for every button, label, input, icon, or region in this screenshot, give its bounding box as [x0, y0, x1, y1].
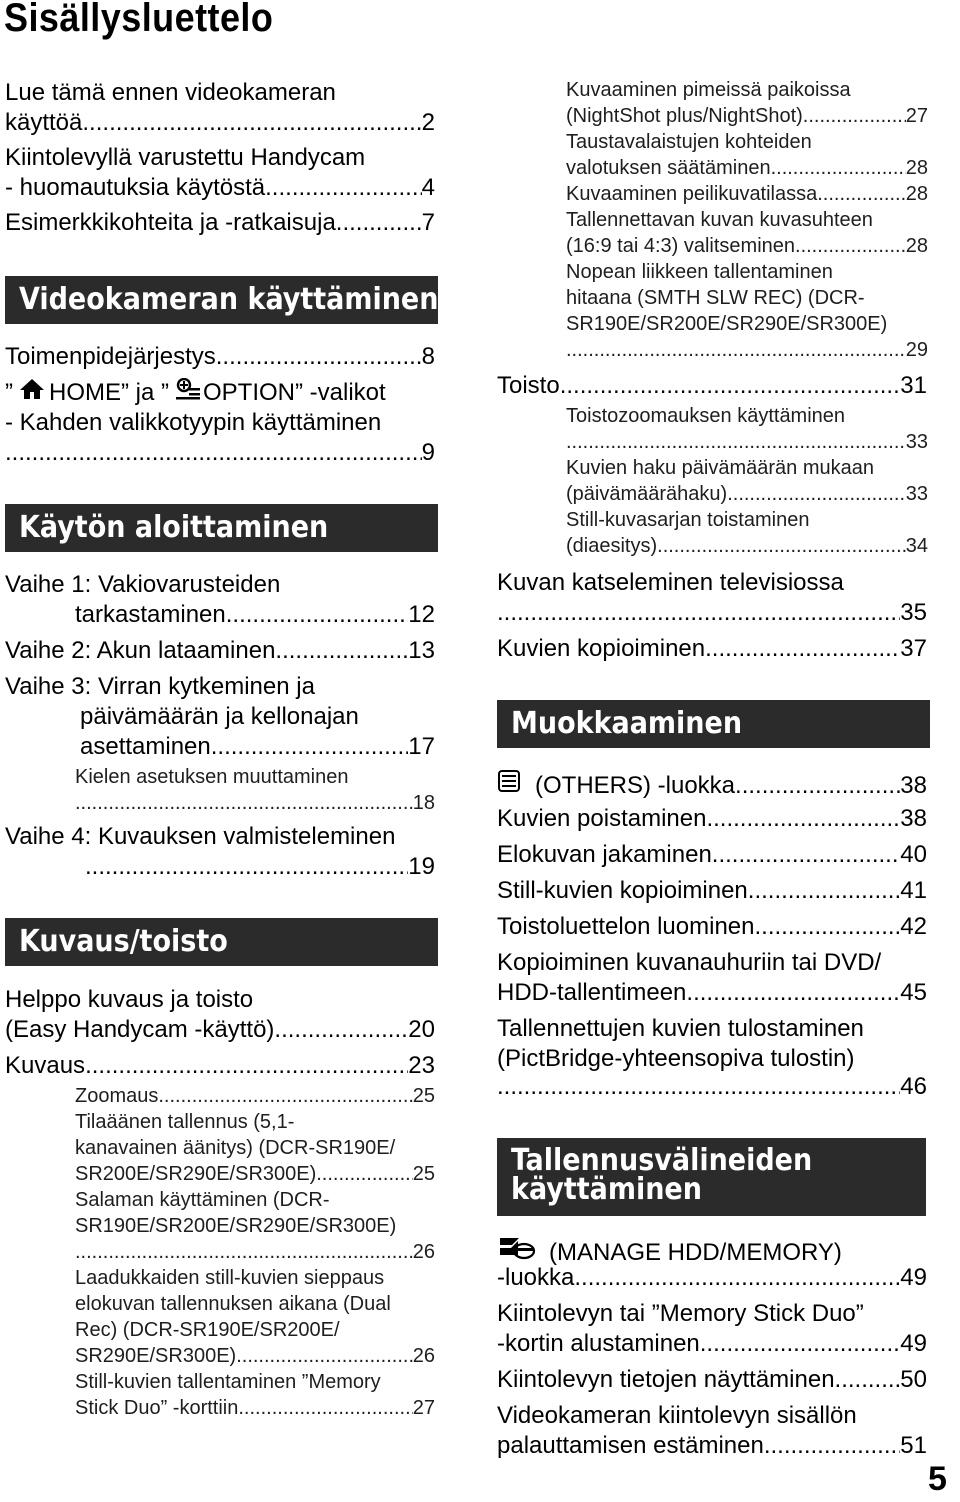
toc-entry[interactable]: (Easy Handycam -käyttö) ..... 20	[5, 1016, 435, 1044]
toc-entry[interactable]: ” HOME” ja ” OPTION” -valikot	[5, 379, 386, 406]
toc-subentry[interactable]: Nopean liikkeen tallentaminen	[566, 261, 833, 283]
page-ref: 27	[412, 1397, 435, 1419]
section-heading: Muokkaaminen	[497, 700, 930, 748]
toc-entry[interactable]: - huomautuksia käytöstä ..... 4	[5, 174, 435, 202]
page-ref: 38	[900, 805, 927, 832]
page-ref: 29	[905, 339, 928, 361]
toc-entry[interactable]: HDD-tallentimeen ..... 45	[497, 979, 927, 1007]
toc-entry[interactable]: palauttamisen estäminen ..... 51	[497, 1432, 927, 1460]
section-heading: Tallennusvälineiden käyttäminen	[497, 1138, 926, 1216]
page-ref: 8	[421, 343, 435, 370]
toc-entry[interactable]: Kiintolevyn tai ”Memory Stick Duo”	[497, 1300, 864, 1327]
toc-entry[interactable]: Kuvan katseleminen televisiossa	[497, 569, 844, 596]
page-ref: 23	[408, 1052, 435, 1079]
page-ref: 26	[412, 1345, 435, 1367]
toc-subentry[interactable]: SR290E/SR300E) ..... 26	[75, 1345, 435, 1368]
toc-entry[interactable]	[5, 439, 435, 467]
page-ref: 18	[412, 792, 435, 814]
toc-entry[interactable]: Kuvaus ..... 23	[5, 1052, 435, 1080]
toc-entry[interactable]	[497, 599, 927, 627]
toc-entry[interactable]: (OTHERS) -luokka ..... 38	[497, 769, 927, 800]
toc-subentry[interactable]: Kuvien haku päivämäärän mukaan	[566, 457, 874, 479]
page-ref: 2	[421, 109, 435, 136]
page-ref: 19	[408, 853, 435, 880]
toc-subentry[interactable]: (päivämäärähaku) ..... 33	[566, 483, 928, 506]
page-ref: 12	[408, 601, 435, 628]
toc-subentry[interactable]: Laadukkaiden still-kuvien sieppaus	[75, 1267, 385, 1289]
toc-subentry[interactable]: Stick Duo” -korttiin ..... 27	[75, 1397, 435, 1420]
manage-hdd-memory-icon	[497, 1234, 535, 1267]
section-heading: Käytön aloittaminen	[5, 504, 438, 552]
toc-entry[interactable]: -kortin alustaminen ..... 49	[497, 1330, 927, 1358]
page-ref: 28	[905, 183, 928, 205]
page-ref: 50	[900, 1366, 927, 1393]
page-ref: 7	[421, 209, 435, 236]
toc-subentry[interactable]: Kielen asetuksen muuttaminen	[75, 766, 349, 788]
toc-entry[interactable]: asettaminen ..... 17	[80, 733, 435, 761]
page-ref: 25	[412, 1085, 435, 1107]
toc-subentry[interactable]: Toistozoomauksen käyttäminen	[566, 405, 846, 427]
toc-entry[interactable]: Videokameran kiintolevyn sisällön	[497, 1402, 857, 1429]
toc-subentry[interactable]: elokuvan tallennuksen aikana (Dual	[75, 1293, 391, 1315]
toc-entry[interactable]: Vaihe 2: Akun lataaminen ..... 13	[5, 637, 435, 665]
toc-subentry[interactable]: (NightShot plus/NightShot) ..... 27	[566, 105, 928, 128]
toc-entry[interactable]: Toimenpidejärjestys ..... 8	[5, 343, 435, 371]
toc-subentry[interactable]	[75, 1241, 435, 1264]
toc-entry[interactable]: (MANAGE HDD/MEMORY)	[497, 1234, 932, 1267]
toc-subentry[interactable]: SR200E/SR290E/SR300E) ..... 25	[75, 1163, 435, 1186]
toc-subentry[interactable]	[75, 792, 435, 815]
page-ref: 4	[421, 174, 435, 201]
toc-subentry[interactable]: Still-kuvasarjan toistaminen	[566, 509, 810, 531]
page-ref: 42	[900, 913, 927, 940]
toc-subentry[interactable]	[566, 431, 928, 454]
toc-subentry[interactable]: (16:9 tai 4:3) valitseminen ..... 28	[566, 235, 928, 258]
page-ref: 37	[900, 635, 927, 662]
page-ref: 33	[905, 431, 928, 453]
page-ref: 49	[900, 1264, 927, 1291]
toc-entry[interactable]: Vaihe 3: Virran kytkeminen ja	[5, 673, 315, 700]
toc-subentry[interactable]: (diaesitys) ..... 34	[566, 535, 928, 558]
page-ref: 31	[900, 372, 927, 399]
option-icon	[175, 378, 201, 407]
page-ref: 9	[421, 439, 435, 466]
toc-subentry[interactable]: Still-kuvien tallentaminen ”Memory	[75, 1371, 381, 1393]
page-ref: 51	[900, 1432, 927, 1459]
page-ref: 17	[408, 733, 435, 760]
page-ref: 41	[900, 877, 927, 904]
page-ref: 28	[905, 235, 928, 257]
toc-subentry[interactable]: SR190E/SR200E/SR290E/SR300E)	[566, 313, 888, 335]
toc-entry[interactable]: Toisto ..... 31	[497, 372, 927, 400]
page-ref: 40	[900, 841, 927, 868]
others-category-icon	[497, 769, 521, 800]
toc-entry[interactable]	[85, 853, 435, 881]
page-ref: 26	[412, 1241, 435, 1263]
page-ref: 38	[900, 772, 927, 799]
page-ref: 46	[900, 1073, 927, 1100]
toc-entry[interactable]: Helppo kuvaus ja toisto	[5, 986, 254, 1013]
page-ref: 13	[408, 637, 435, 664]
toc-entry[interactable]: Vaihe 4: Kuvauksen valmisteleminen	[5, 823, 396, 850]
toc-subentry[interactable]: Kuvaaminen peilikuvatilassa ..... 28	[566, 183, 928, 206]
page-ref: 20	[408, 1016, 435, 1043]
toc-subentry[interactable]: Taustavalaistujen kohteiden	[566, 131, 812, 153]
page-ref: 49	[900, 1330, 927, 1357]
toc-entry[interactable]	[497, 1073, 927, 1101]
page-ref: 33	[905, 483, 928, 505]
toc-subentry[interactable]: kanavainen äänitys) (DCR-SR190E/	[75, 1137, 396, 1159]
toc-subentry[interactable]: Rec) (DCR-SR190E/SR200E/	[75, 1319, 340, 1341]
page-title: Sisällysluettelo	[4, 0, 274, 40]
toc-subentry[interactable]	[566, 339, 928, 362]
toc-subentry[interactable]: Tilaäänen tallennus (5,1-	[75, 1111, 295, 1133]
page-ref: 35	[900, 599, 927, 626]
toc-subentry[interactable]: Tallennettavan kuvan kuvasuhteen	[566, 209, 873, 231]
toc-entry[interactable]: Vaihe 1: Vakiovarusteiden	[5, 571, 281, 598]
toc-entry[interactable]: Still-kuvien kopioiminen ..... 41	[497, 877, 927, 905]
toc-entry[interactable]: Kiintolevyn tietojen näyttäminen ..... 50	[497, 1366, 927, 1394]
home-icon	[19, 378, 45, 407]
page-ref: 34	[905, 535, 928, 557]
toc-entry[interactable]: Lue tämä ennen videokameran	[5, 79, 336, 106]
page-number: 5	[928, 1460, 947, 1498]
toc-entry[interactable]: käyttöä ..... 2	[5, 109, 435, 137]
toc-subentry[interactable]: valotuksen säätäminen ..... 28	[566, 157, 928, 180]
page-ref: 27	[905, 105, 928, 127]
toc-subentry[interactable]: Kuvaaminen pimeissä paikoissa	[566, 79, 851, 101]
toc-entry[interactable]: Kuvien kopioiminen ..... 37	[497, 635, 927, 663]
toc-entry[interactable]: (PictBridge-yhteensopiva tulostin)	[497, 1045, 855, 1072]
toc-entry[interactable]: Tallennettujen kuvien tulostaminen	[497, 1015, 864, 1042]
toc-entry[interactable]: -luokka ..... 49	[497, 1264, 927, 1292]
toc-subentry[interactable]: hitaana (SMTH SLW REC) (DCR-	[566, 287, 865, 309]
page-ref: 28	[905, 157, 928, 179]
toc-subentry[interactable]: Zoomaus ..... 25	[75, 1085, 435, 1108]
toc-entry[interactable]: tarkastaminen ..... 12	[75, 601, 435, 629]
section-heading: Kuvaus/toisto	[5, 918, 438, 966]
page-ref: 45	[900, 979, 927, 1006]
toc-entry[interactable]: Toistoluettelon luominen ..... 42	[497, 913, 927, 941]
toc-entry[interactable]: Esimerkkikohteita ja -ratkaisuja ..... 7	[5, 209, 435, 237]
toc-entry[interactable]: Elokuvan jakaminen ..... 40	[497, 841, 927, 869]
toc-entry[interactable]: Kuvien poistaminen ..... 38	[497, 805, 927, 833]
toc-subentry[interactable]: SR190E/SR200E/SR290E/SR300E)	[75, 1215, 397, 1237]
section-heading: Videokameran käyttäminen	[5, 276, 438, 324]
page-ref: 25	[412, 1163, 435, 1185]
toc-subentry[interactable]: Salaman käyttäminen (DCR-	[75, 1189, 330, 1211]
toc-entry[interactable]: Kopioiminen kuvanauhuriin tai DVD/	[497, 949, 882, 976]
toc-entry[interactable]: Kiintolevyllä varustettu Handycam	[5, 144, 366, 171]
toc-entry[interactable]: - Kahden valikkotyypin käyttäminen	[5, 409, 382, 436]
toc-entry[interactable]: päivämäärän ja kellonajan	[80, 703, 359, 730]
